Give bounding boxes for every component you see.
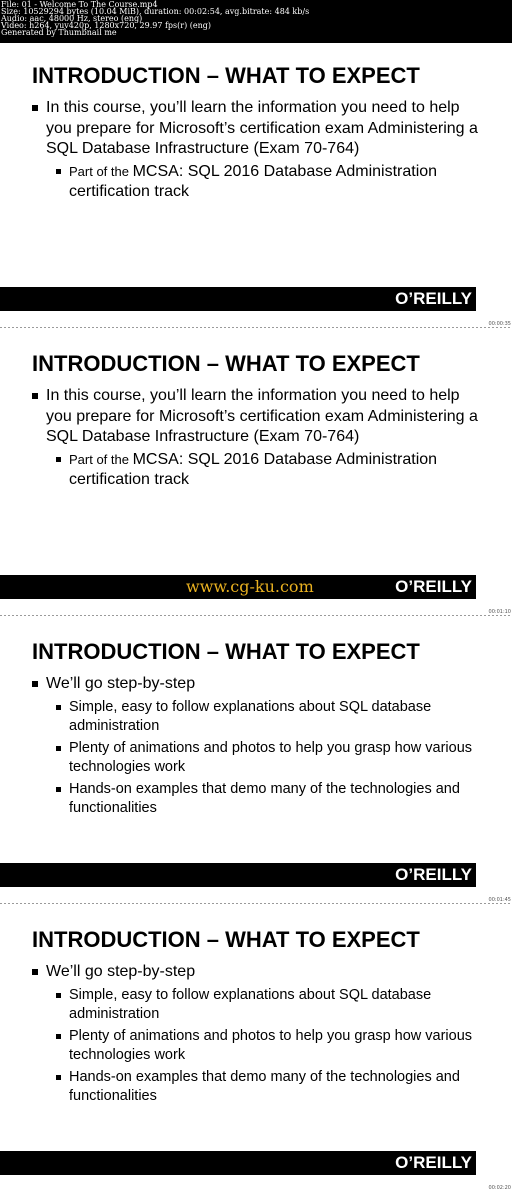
slide-title: INTRODUCTION – WHAT TO EXPECT xyxy=(32,351,420,376)
list-item xyxy=(30,962,480,983)
video-info-header xyxy=(0,0,512,43)
list-item xyxy=(30,986,480,1024)
thumbnail-frame-2[interactable] xyxy=(0,331,512,619)
thumbnail-frame-1[interactable] xyxy=(0,43,512,331)
slide-footer xyxy=(0,1151,476,1175)
list-item xyxy=(30,98,480,160)
bullet-text: Hands-on examples that demo many of the technologies and functionalities xyxy=(69,1068,460,1104)
watermark-text: www.cg-ku.com xyxy=(186,577,314,596)
bullet-text: Plenty of animations and photos to help you grasp how various technologies work xyxy=(69,1027,473,1063)
slide-footer xyxy=(0,575,476,599)
slide-title: INTRODUCTION – WHAT TO EXPECT xyxy=(32,639,420,664)
generator-info: Generated by Thumbnail me xyxy=(1,28,117,37)
oreilly-logo: O’REILLY xyxy=(395,1153,472,1172)
frame-divider xyxy=(0,903,512,904)
frame-timestamp: 00:02:20 xyxy=(488,1185,511,1191)
bullet-list xyxy=(30,386,480,493)
frame-timestamp: 00:00:35 xyxy=(488,321,511,327)
list-item xyxy=(30,450,480,490)
square-bullet-icon xyxy=(32,393,38,399)
list-item xyxy=(30,698,480,736)
square-bullet-icon xyxy=(32,681,38,687)
frame-timestamp: 00:01:45 xyxy=(488,897,511,903)
bullet-text: Plenty of animations and photos to help you grasp how various technologies work xyxy=(69,739,473,775)
frame-divider xyxy=(0,615,512,616)
audio-info: Audio: aac, 48000 Hz, stereo (eng) xyxy=(1,14,143,23)
frame-divider xyxy=(0,327,512,328)
bullet-prefix: Part of the xyxy=(69,163,133,179)
list-item xyxy=(30,780,480,818)
list-item xyxy=(30,674,480,695)
bullet-list xyxy=(30,98,480,205)
square-bullet-icon xyxy=(32,105,38,111)
bullet-text: Simple, easy to follow explanations about SQL database administration xyxy=(69,698,432,734)
thumbnail-frame-4[interactable] xyxy=(0,907,512,1192)
slide-title: INTRODUCTION – WHAT TO EXPECT xyxy=(32,63,420,88)
oreilly-logo: O’REILLY xyxy=(395,865,472,884)
thumbnail-frame-3[interactable] xyxy=(0,619,512,907)
bullet-text: We’ll go step-by-step xyxy=(46,675,196,692)
slide-footer xyxy=(0,863,476,887)
bullet-prefix: Part of the xyxy=(69,451,133,467)
square-bullet-icon xyxy=(56,746,61,751)
bullet-text: We’ll go step-by-step xyxy=(46,963,196,980)
square-bullet-icon xyxy=(56,993,61,998)
bullet-text: Simple, easy to follow explanations about SQL database administration xyxy=(69,986,432,1022)
bullet-text: MCSA: SQL 2016 Database Administration certification track xyxy=(69,450,438,488)
video-info: Video: h264, yuv420p, 1280x720, 29.97 fps(r) (eng) xyxy=(1,21,211,30)
list-item xyxy=(30,1027,480,1065)
bullet-text: Hands-on examples that demo many of the technologies and functionalities xyxy=(69,780,460,816)
list-item xyxy=(30,739,480,777)
bullet-text: In this course, you’ll learn the information you need to help you prepare for Microsoft’s certification exam Administering a SQL Database Infrastructure (Exam 70-764) xyxy=(46,99,478,157)
oreilly-logo: O’REILLY xyxy=(395,289,472,308)
square-bullet-icon xyxy=(56,1034,61,1039)
bullet-text: MCSA: SQL 2016 Database Administration certification track xyxy=(69,162,438,200)
slide-footer xyxy=(0,287,476,311)
bullet-text: In this course, you’ll learn the information you need to help you prepare for Microsoft’s certification exam Administering a SQL Database Infrastructure (Exam 70-764) xyxy=(46,387,478,445)
size-info: Size: 10529294 bytes (10.04 MiB), duration: 00:02:54, avg.bitrate: 484 kb/s xyxy=(1,7,310,16)
square-bullet-icon xyxy=(56,787,61,792)
file-info: File: 01 - Welcome To The Course.mp4 xyxy=(1,0,158,9)
slide-title: INTRODUCTION – WHAT TO EXPECT xyxy=(32,927,420,952)
bullet-list xyxy=(30,674,480,821)
bullet-list xyxy=(30,962,480,1109)
square-bullet-icon xyxy=(56,169,61,174)
square-bullet-icon xyxy=(32,969,38,975)
oreilly-logo: O’REILLY xyxy=(395,577,472,596)
list-item xyxy=(30,1068,480,1106)
list-item xyxy=(30,386,480,448)
list-item xyxy=(30,162,480,202)
square-bullet-icon xyxy=(56,457,61,462)
square-bullet-icon xyxy=(56,705,61,710)
square-bullet-icon xyxy=(56,1075,61,1080)
frame-timestamp: 00:01:10 xyxy=(488,609,511,615)
